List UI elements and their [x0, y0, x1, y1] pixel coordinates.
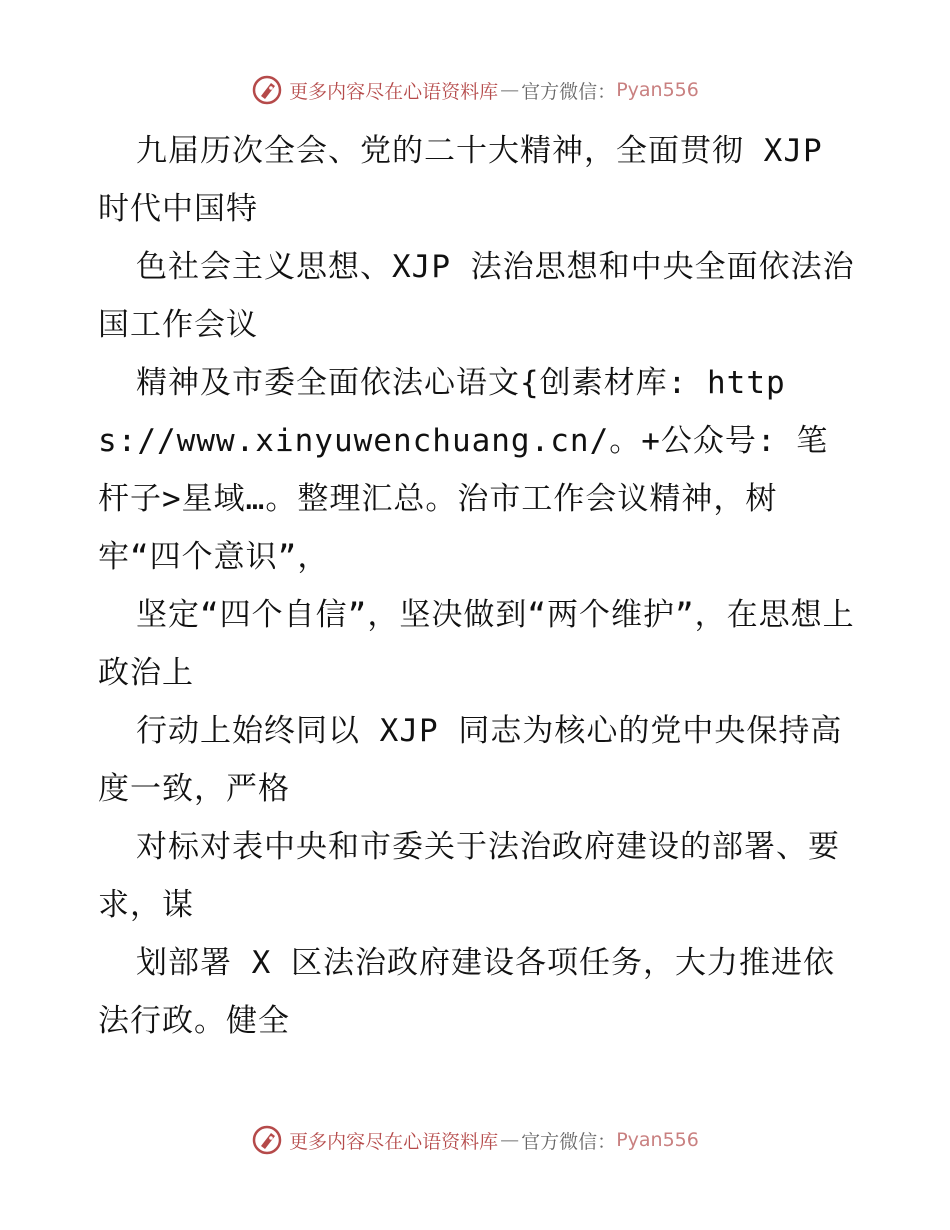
paragraph-4: 坚定“四个自信”，坚决做到“两个维护”，在思想上政治上: [98, 597, 855, 691]
pen-nib-icon: [251, 74, 283, 106]
banner-wechat-id: Pyan556: [616, 79, 699, 101]
pen-nib-icon: [251, 1124, 283, 1156]
banner-separator: —: [500, 1129, 520, 1151]
banner-brand-text: 更多内容尽在心语资料库: [289, 80, 499, 103]
banner-separator: —: [500, 79, 520, 101]
footer-banner: [0, 1120, 950, 1160]
banner-wechat-label: 官方微信：: [521, 80, 617, 103]
document-body: [98, 122, 858, 1050]
paragraph-6: 对标对表中央和市委关于法治政府建设的部署、要求，谋: [98, 829, 840, 923]
paragraph-7: 划部署 X 区法治政府建设各项任务，大力推进依法行政。健全: [98, 945, 835, 1039]
paragraph-5: 行动上始终同以 XJP 同志为核心的党中央保持高度一致，严格: [98, 713, 843, 807]
banner-brand-text: 更多内容尽在心语资料库: [289, 1130, 499, 1153]
paragraph-1: 九届历次全会、党的二十大精神，全面贯彻 XJP 时代中国特: [98, 133, 823, 227]
header-banner: [0, 70, 950, 110]
paragraph-3: 精神及市委全面依法心语文{创素材库: https://www.xinyuwenchuang.cn/。+公众号: 笔杆子>星域…。整理汇总。治市工作会议精神，树牢“四个意识”，: [98, 365, 829, 575]
banner-wechat-id: Pyan556: [616, 1129, 699, 1151]
banner-wechat-label: 官方微信：: [521, 1130, 617, 1153]
paragraph-2: 色社会主义思想、XJP 法治思想和中央全面依法治国工作会议: [98, 249, 855, 343]
